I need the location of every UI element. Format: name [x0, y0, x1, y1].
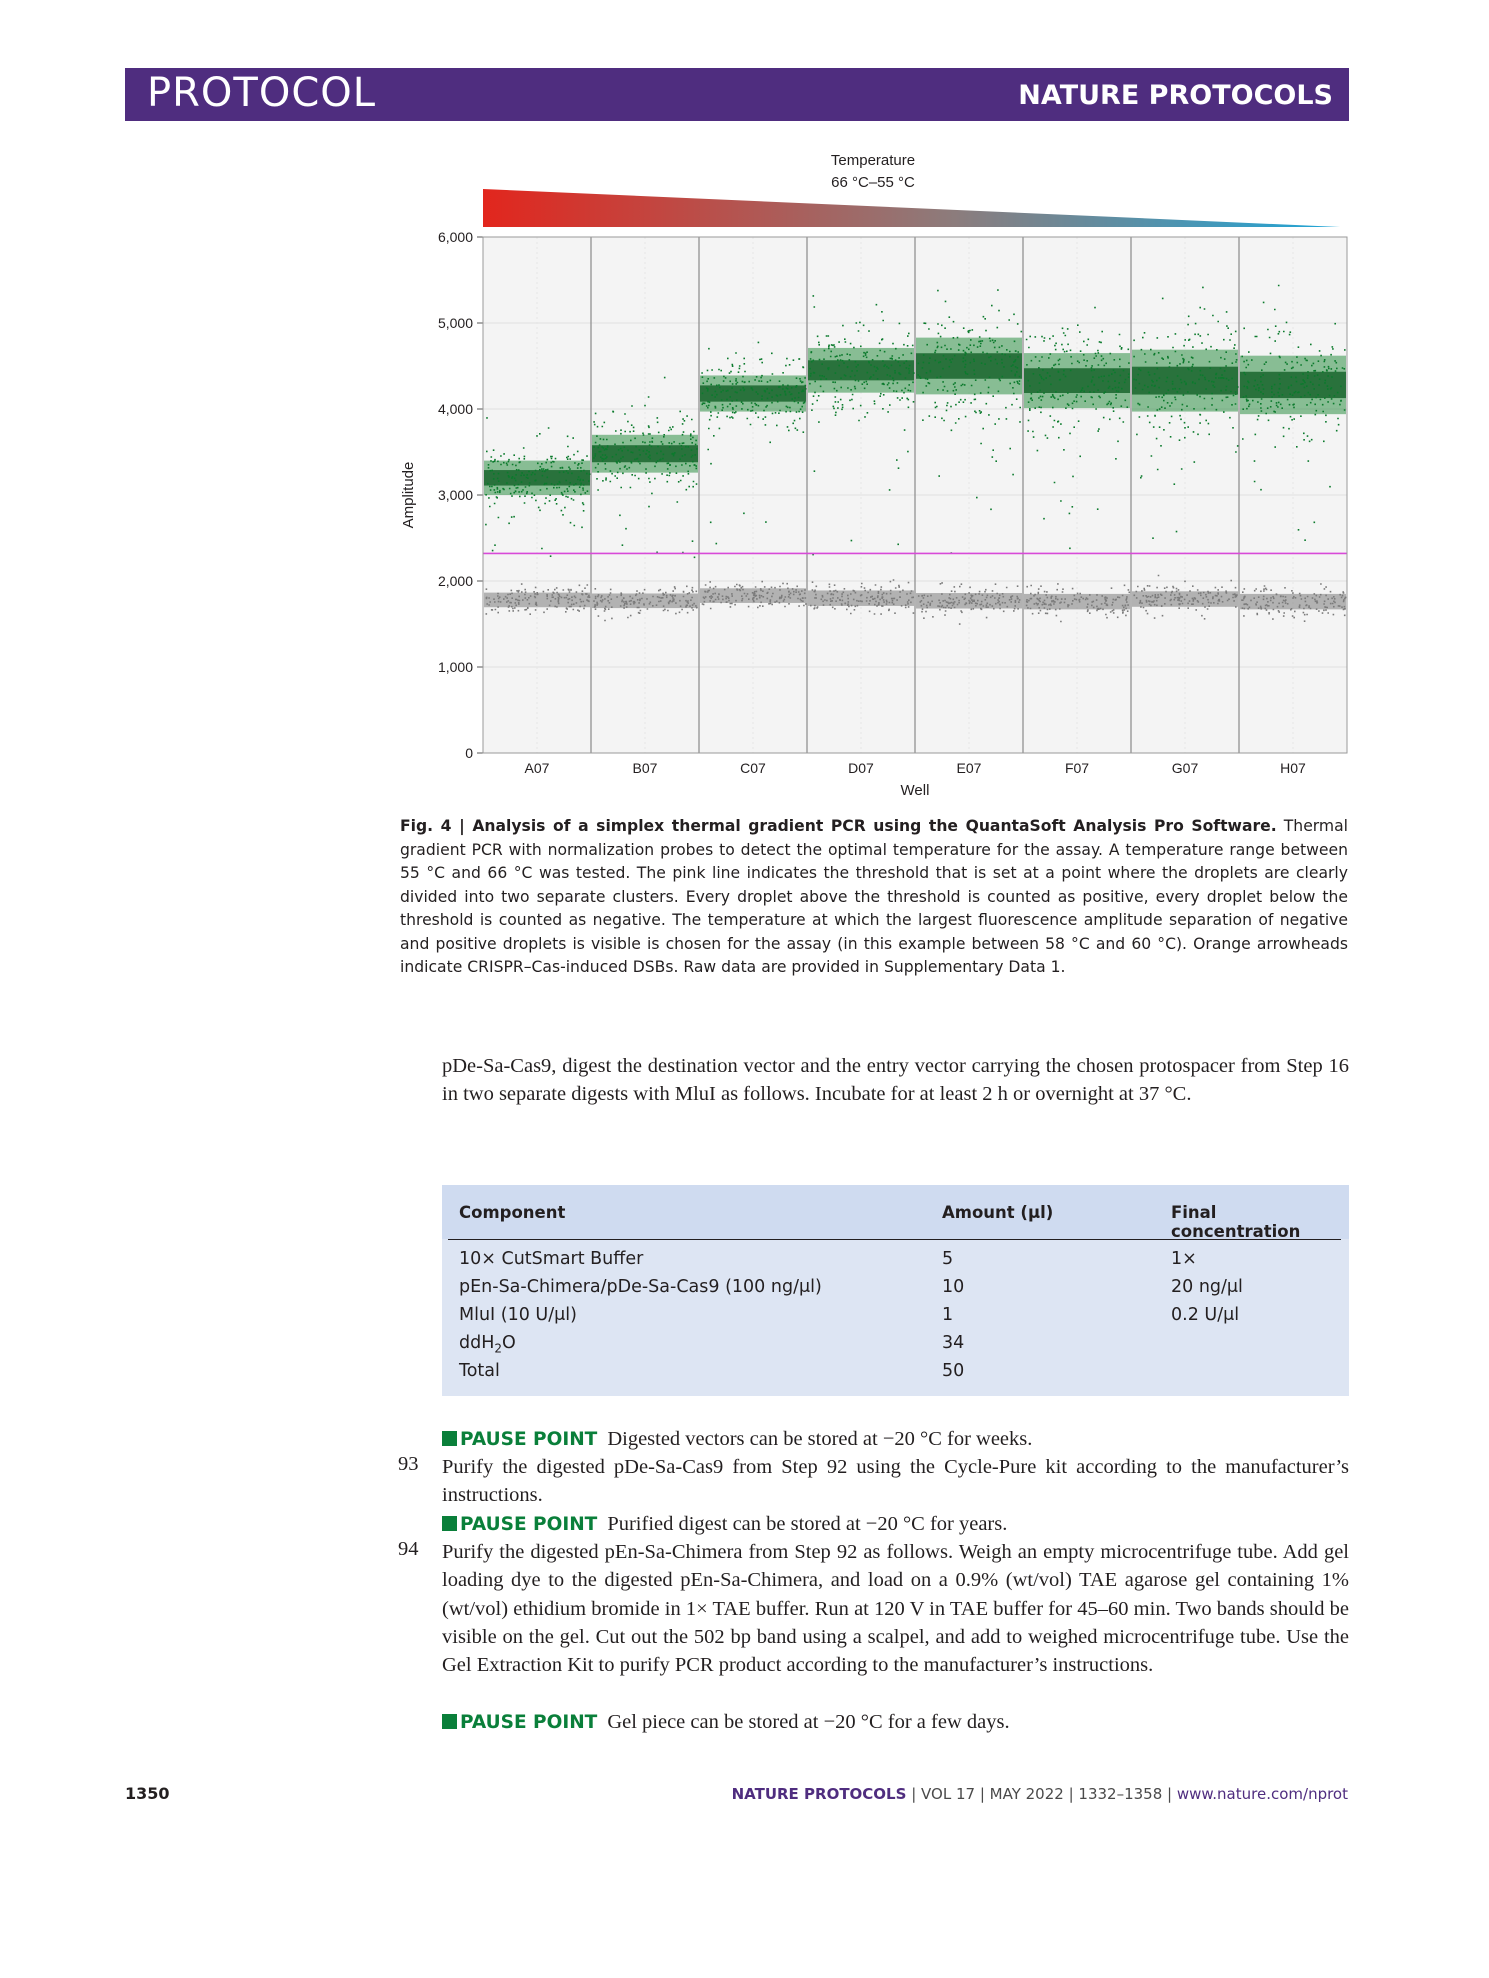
ddh2o-subscript: 2: [494, 1341, 503, 1356]
col-header-final: Final concentration: [1171, 1203, 1301, 1241]
x-tick-label: A07: [524, 760, 550, 776]
chart-title: Temperature: [830, 152, 916, 169]
y-tick-label: 1,000: [437, 659, 473, 675]
pause-square-icon: [442, 1516, 457, 1531]
figure-caption: [400, 815, 1348, 980]
pause-label: PAUSE POINT: [460, 1514, 598, 1535]
table-cell-final: 1×: [1171, 1249, 1197, 1269]
table-cell-amount: 1: [942, 1305, 954, 1325]
table-cell-final: 20 ng/μl: [1171, 1277, 1243, 1297]
table-cell-component: pEn-Sa-Chimera/pDe-Sa-Cas9 (100 ng/μl): [459, 1277, 822, 1297]
pause-text: Digested vectors can be stored at −20 °C for weeks.: [607, 1428, 1033, 1450]
chart-subtitle: 66 °C–55 °C: [831, 174, 915, 191]
x-tick-label: H07: [1280, 760, 1306, 776]
footer-sep: |: [1162, 1785, 1177, 1803]
footer-sep: |: [1063, 1785, 1079, 1803]
footer-sep: |: [975, 1785, 990, 1803]
footer-journal: NATURE PROTOCOLS: [731, 1785, 907, 1803]
footer-url[interactable]: www.nature.com/nprot: [1176, 1785, 1348, 1803]
x-tick-label: C07: [740, 760, 766, 776]
pause-point-2: [442, 1510, 1349, 1539]
positive-cloud-core: [484, 470, 590, 485]
y-axis-label: Amplitude: [400, 461, 417, 529]
journal-name: NATURE PROTOCOLS: [1018, 80, 1333, 111]
y-tick-label: 0: [465, 745, 473, 761]
pause-label: PAUSE POINT: [460, 1429, 598, 1450]
section-label: PROTOCOL: [147, 70, 377, 116]
table-cell-final: 0.2 U/μl: [1171, 1305, 1240, 1325]
positive-cloud-core: [1132, 367, 1238, 395]
pause-square-icon: [442, 1431, 457, 1446]
page-number: 1350: [125, 1784, 170, 1803]
header-banner: [125, 68, 1349, 121]
footer-volume: VOL 17: [921, 1785, 976, 1803]
positive-cloud-core: [1240, 372, 1346, 398]
temperature-gradient: [483, 189, 1340, 227]
pause-square-icon: [442, 1714, 457, 1729]
step-93-text: Purify the digested pDe-Sa-Cas9 from Step 92 using the Cycle-Pure kit according to the manufacturer’s instructions.: [442, 1456, 1349, 1507]
table-cell-component: MluI (10 U/μl): [459, 1305, 577, 1325]
digest-table: [442, 1185, 1349, 1396]
negative-cloud: [808, 590, 914, 605]
table-cell-amount: 34: [942, 1333, 965, 1353]
pause-point-1: [442, 1425, 1349, 1454]
table-cell-amount: 10: [942, 1277, 965, 1297]
table-cell-amount: 50: [942, 1361, 965, 1381]
pause-point-3: [442, 1708, 1349, 1737]
caption-label: Fig. 4 | Analysis of a simplex thermal gradient PCR using the QuantaSoft Analysis Pro Software.: [400, 817, 1277, 835]
y-tick-label: 4,000: [437, 401, 473, 417]
pause-text: Gel piece can be stored at −20 °C for a few days.: [607, 1711, 1010, 1733]
table-cell-component: 10× CutSmart Buffer: [459, 1249, 644, 1269]
ddh2o-suffix: O: [502, 1333, 516, 1353]
positive-cloud-core: [700, 385, 806, 401]
footer-sep: |: [906, 1785, 922, 1803]
footer-pages: 1332–1358: [1078, 1785, 1163, 1803]
col-header-component: Component: [459, 1203, 566, 1222]
step-number: 94: [398, 1538, 419, 1560]
x-tick-label: E07: [956, 760, 982, 776]
x-tick-label: B07: [632, 760, 658, 776]
table-cell-component: Total: [459, 1361, 500, 1381]
caption-text: Thermal gradient PCR with normalization probes to detect the optimal temperature for the assay. A temperature range between 55 °C and 66 °C was tested. The pink line indicates the threshold that is set at a point where the droplets are clearly divided into two separate clusters. Every droplet above the threshold is counted as positive, every droplet below the threshold is counted as negative. The temperature at which the largest fluorescence amplitude separation of negative and positive droplets is visible is chosen for the assay (in this example between 58 °C and 60 °C). Orange arrowheads indicate CRISPR–Cas-induced DSBs. Raw data are provided in Supplementary Data 1.: [400, 817, 1348, 976]
step-94-text: Purify the digested pEn-Sa-Chimera from Step 92 as follows. Weigh an empty microcentrifuge tube. Add gel loading dye to the digested pEn-Sa-Chimera, and load on a 0.9% (wt/vol) TAE agarose gel containing 1% (wt/vol) ethidium bromide in 1× TAE buffer. Run at 120 V in TAE buffer for 45–60 min. Two bands should be visible on the gel. Cut out the 502 bp band using a scalpel, and add to weighed microcentrifuge tube. Use the Gel Extraction Kit to purify PCR product according to the manufacturer’s instructions.: [442, 1541, 1349, 1677]
thermal-gradient-chart: [395, 143, 1355, 805]
footer-citation: [732, 1785, 1348, 1803]
y-tick-label: 3,000: [437, 487, 473, 503]
footer-date: MAY 2022: [989, 1785, 1064, 1803]
y-tick-label: 5,000: [437, 315, 473, 331]
table-cell-amount: 5: [942, 1249, 954, 1269]
step-number: 93: [398, 1453, 419, 1475]
col-header-amount: Amount (μl): [942, 1203, 1054, 1222]
intro-paragraph: pDe-Sa-Cas9, digest the destination vector and the entry vector carrying the chosen protospacer from Step 16 in two separate digests with MluI as follows. Incubate for at least 2 h or overnight at 37 °C.: [442, 1055, 1349, 1106]
y-tick-label: 2,000: [437, 573, 473, 589]
x-tick-label: G07: [1171, 760, 1199, 776]
x-axis-label: Well: [900, 782, 930, 799]
positive-cloud-core: [916, 353, 1022, 379]
table-cell-component: [459, 1333, 516, 1356]
pause-label: PAUSE POINT: [460, 1712, 598, 1733]
y-tick-label: 6,000: [437, 229, 473, 245]
x-tick-label: D07: [848, 760, 874, 776]
pause-text: Purified digest can be stored at −20 °C for years.: [607, 1513, 1008, 1535]
ddh2o-prefix: ddH: [459, 1333, 495, 1353]
x-tick-label: F07: [1064, 760, 1090, 776]
